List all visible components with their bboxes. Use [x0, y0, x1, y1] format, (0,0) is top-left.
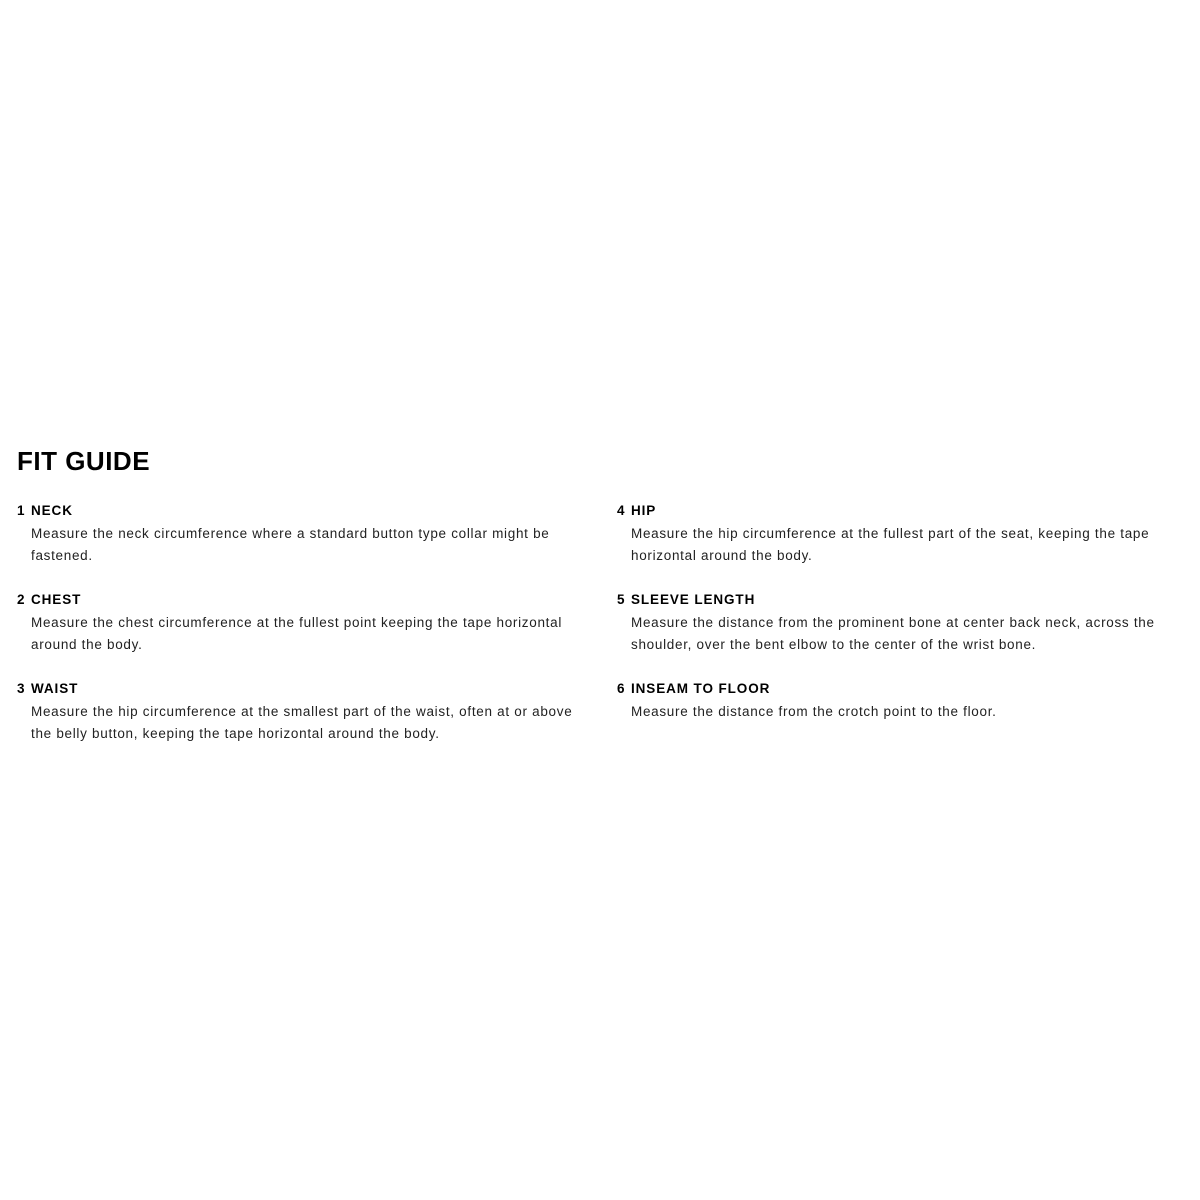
- item-description: Measure the distance from the prominent bone at center back neck, across the shoulder, over the bent elbow to the center of the wrist bone.: [631, 615, 1155, 652]
- guide-item-neck: [17, 501, 577, 590]
- item-heading: [617, 679, 1177, 699]
- item-title: NECK: [31, 503, 73, 518]
- item-description: Measure the distance from the crotch point to the floor.: [631, 704, 997, 719]
- item-title: INSEAM TO FLOOR: [631, 681, 771, 696]
- item-number: 1: [17, 503, 26, 518]
- item-description: Measure the hip circumference at the fullest part of the seat, keeping the tape horizontal around the body.: [631, 526, 1150, 563]
- item-heading: [17, 590, 577, 610]
- item-number: 5: [617, 592, 626, 607]
- guide-item-inseam-to-floor: [617, 679, 1177, 768]
- guide-item-sleeve-length: [617, 590, 1177, 679]
- item-title: SLEEVE LENGTH: [631, 592, 756, 607]
- item-description: Measure the chest circumference at the fullest point keeping the tape horizontal around the body.: [31, 615, 563, 652]
- item-number: 2: [17, 592, 26, 607]
- item-title: CHEST: [31, 592, 82, 607]
- item-heading: [17, 501, 577, 521]
- guide-item-waist: [17, 679, 577, 768]
- item-heading: [17, 679, 577, 699]
- item-number: 6: [617, 681, 626, 696]
- item-description: Measure the hip circumference at the smallest part of the waist, often at or above the belly button, keeping the tape horizontal around the body.: [31, 704, 573, 741]
- page-title: FIT GUIDE: [17, 446, 151, 476]
- guide-item-chest: [17, 590, 577, 679]
- guide-column-right: [617, 501, 1177, 768]
- item-description: Measure the neck circumference where a standard button type collar might be fastened.: [31, 526, 550, 563]
- item-title: WAIST: [31, 681, 79, 696]
- fit-guide: [17, 444, 1177, 741]
- item-number: 4: [617, 503, 626, 518]
- item-heading: [617, 501, 1177, 521]
- item-title: HIP: [631, 503, 657, 518]
- guide-column-left: [17, 501, 577, 768]
- guide-item-hip: [617, 501, 1177, 590]
- item-heading: [617, 590, 1177, 610]
- item-number: 3: [17, 681, 26, 696]
